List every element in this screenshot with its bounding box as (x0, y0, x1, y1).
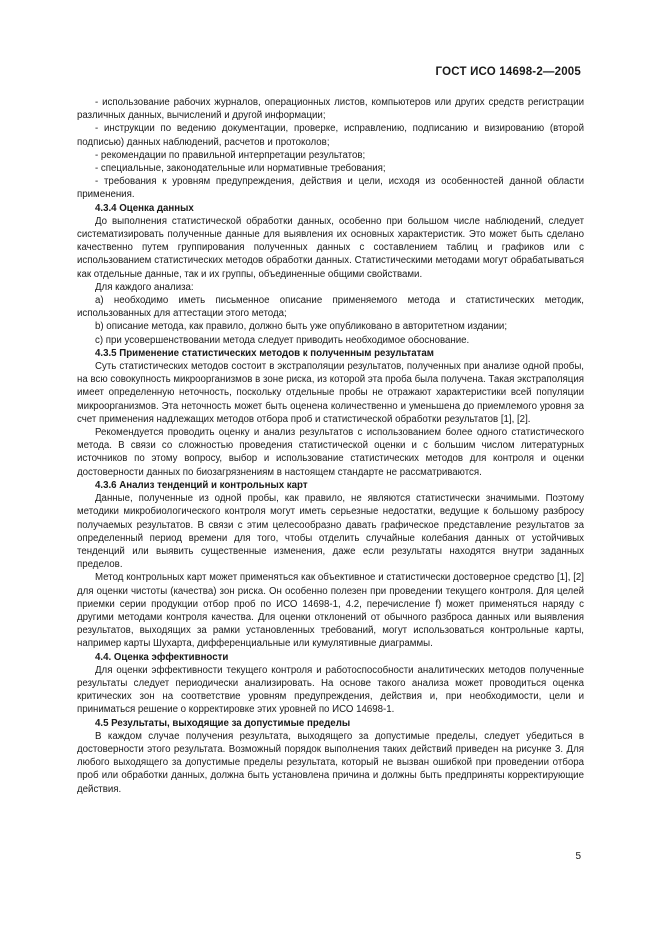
page-number: 5 (575, 851, 581, 862)
paragraph: - специальные, законодательные или нормативные требования; (95, 163, 386, 175)
section-heading: 4.4. Оценка эффективности (95, 651, 229, 663)
page-content (77, 96, 584, 796)
paragraph: а) необходимо иметь письменное описание применяемого метода и статистических методик, использованных для аттестации этого метода; (77, 295, 584, 320)
paragraph: b) описание метода, как правило, должно быть уже опубликовано в авторитетном издании; (95, 321, 508, 333)
paragraph: Суть статистических методов состоит в экстраполяции результатов, полученных при анализе одной пробы, на всю совокупность микроорганизмов в зоне риска, из которой эта проба была получена. Такая экстраполяция имеет определенную неточность, поскольку отдельные пробы не отражают характеристики всей популяции микроорганизмов. Эта неточность может быть оценена количественно и уменьшена до приемлемого уровня за счет применения надлежащих методов отбора проб и статистической обработки результатов [1], [2]. (77, 361, 584, 425)
section-heading: 4.3.4 Оценка данных (95, 202, 194, 214)
paragraph: - требования к уровням предупреждения, действия и цели, исходя из особенностей данной области применения. (77, 176, 584, 201)
paragraph: Для каждого анализа: (95, 281, 194, 293)
paragraph: Рекомендуется проводить оценку и анализ результатов с использованием более одного статистического метода. В связи со сложностью проведения статистической оценки и с большим числом литературных источников по этому вопросу, выбор и использование статистических методов для контроля и оценки достоверности данных по биозагрязнениям в настоящем стандарте не рассматриваются. (77, 427, 584, 478)
standard-header: ГОСТ ИСО 14698-2—2005 (435, 66, 581, 78)
paragraph: В каждом случае получения результата, выходящего за допустимые пределы, следует убедиться в достоверности этого результата. Возможный порядок выполнения таких действий приведен на рисунке 3. Для любого выходящего за допустимые пределы результата, который не вызван ошибкой при проведении отбора проб или обработки данных, должна быть установлена причина и должны быть предприняты корректирующие действия. (77, 730, 584, 795)
paragraph: - инструкции по ведению документации, проверке, исправлению, подписанию и визированию (второй подписью) данных наблюдений, расчетов и протоколов; (77, 123, 584, 148)
section-heading: 4.3.5 Применение статистических методов к полученным результатам (95, 347, 434, 359)
paragraph: - использование рабочих журналов, операционных листов, компьютеров или других средств регистрации различных данных, вычислений и другой информации; (77, 97, 584, 122)
paragraph: Для оценки эффективности текущего контроля и работоспособности аналитических методов полученные результаты следует периодически анализировать. На основе такого анализа может проводиться оценка критических зон на соответствие уровням предупреждения, действия и, при необходимости, цели и приниматься решение о корректировке этих уровней по ИСО 14698-1. (77, 664, 584, 716)
section-heading: 4.3.6 Анализ тенденций и контрольных карт (95, 479, 308, 491)
paragraph: Данные, полученные из одной пробы, как правило, не являются статистически значимыми. Поэтому методики микробиологического контроля могут иметь серьезные недостатки, ведущие к большому разбросу получаемых результатов. В связи с этим целесообразно давать графическое представление результатов за определенный период времени для того, чтобы отделить случайные колебания данных от устойчивых тенденций или выявить существенные изменения, даже если результаты находятся внутри заданных пределов. (77, 493, 584, 571)
paragraph: с) при усовершенствовании метода следует приводить необходимое обоснование. (95, 334, 470, 346)
paragraph: Метод контрольных карт может применяться как объективное и статистически достоверное средство [1], [2] для оценки чистоты (качества) зон риска. Он особенно полезен при проведении текущего контроля. Для целей приемки серии продукции отбор проб по ИСО 14698-1, 4.2, перечисление f) может применяться наряду с другими методами контроля качества. Для оценки отклонений от обычного разброса данных или выявления результатов, выходящих за рамки установленных требований, могут использоваться контрольные карты, например карты Шухарта, дифференциальные или кумулятивные диаграммы. (77, 572, 584, 650)
section-heading: 4.5 Результаты, выходящие за допустимые пределы (95, 717, 351, 729)
paragraph: - рекомендации по правильной интерпретации результатов; (95, 149, 366, 161)
paragraph: До выполнения статистической обработки данных, особенно при большом числе наблюдений, следует систематизировать полученные данные для выявления их основных характеристик. Это может быть сделано качественно путем группирования полученных данных с составлением таблиц и графиков или с использованием статистических методов обработки данных. Статистическими методами могут обрабатываться как отдельные данные, так и их группы, объединенные общими свойствами. (77, 215, 584, 280)
